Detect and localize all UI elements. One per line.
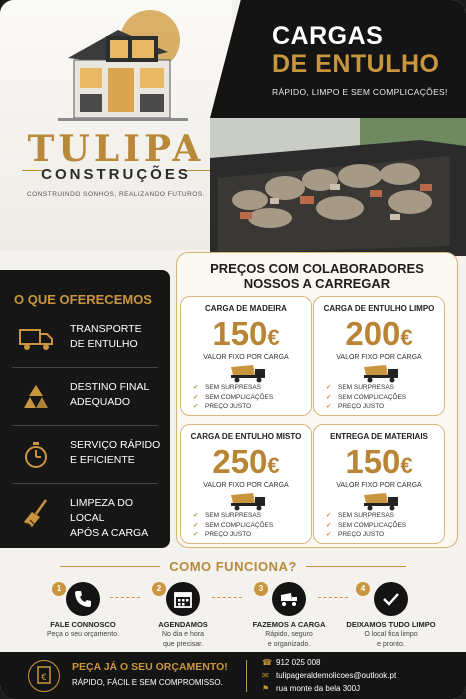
offers-title: O QUE OFERECEMOS bbox=[14, 292, 152, 307]
truck-icon bbox=[279, 589, 299, 609]
dump-truck-icon bbox=[225, 363, 269, 383]
step-icon-circle bbox=[374, 582, 408, 616]
svg-text:€: € bbox=[41, 673, 47, 683]
step-number: 2 bbox=[152, 582, 166, 596]
footer-cta-sub: RÁPIDO, FÁCIL E SEM COMPROMISSO. bbox=[72, 678, 223, 687]
step-schedule bbox=[128, 580, 238, 660]
price-heading-2: NOSSOS A CARREGAR bbox=[243, 276, 391, 291]
quote-icon bbox=[28, 660, 60, 692]
step-number: 4 bbox=[356, 582, 370, 596]
step-desc: Peça o seu orçamento. bbox=[47, 631, 119, 638]
step-desc: Rápido, seguro e organizado. bbox=[265, 631, 313, 648]
card-note: VALOR FIXO POR CARGA bbox=[203, 482, 289, 489]
footer-divider bbox=[246, 660, 247, 692]
step-desc: O local fica limpo e pronto. bbox=[364, 631, 418, 648]
contact-address: ⚑ rua monte da bela 300J bbox=[262, 684, 361, 693]
debris-container-photo bbox=[210, 118, 466, 256]
recycle-icon bbox=[18, 382, 54, 412]
card-price: 200€ bbox=[345, 315, 413, 352]
phone-icon: ☎ bbox=[262, 658, 272, 667]
hero-title-line2: DE ENTULHO bbox=[272, 50, 440, 78]
step-number: 1 bbox=[52, 582, 66, 596]
offer-destination bbox=[0, 370, 166, 430]
card-title: ENTREGA DE MATERIAIS bbox=[330, 432, 428, 441]
offer-divider bbox=[12, 367, 158, 368]
hero-title-line1: CARGAS bbox=[272, 22, 384, 50]
step-contact bbox=[28, 580, 138, 660]
card-features: ✔ SEM SURPRESAS ✔ SEM COMPLICAÇÕES ✔ PREÇO JUSTO bbox=[326, 383, 406, 412]
mail-icon: ✉ bbox=[262, 671, 269, 680]
stopwatch-icon bbox=[18, 440, 54, 470]
card-price: 250€ bbox=[212, 443, 280, 480]
offer-fast-service bbox=[0, 428, 166, 488]
step-clean bbox=[336, 580, 446, 660]
step-load bbox=[234, 580, 344, 660]
step-icon-circle bbox=[66, 582, 100, 616]
brand-tagline: CONSTRUINDO SONHOS, REALIZANDO FUTUROS. bbox=[26, 191, 206, 198]
card-features: ✔ SEM SURPRESAS ✔ SEM COMPLICAÇÕES ✔ PREÇO JUSTO bbox=[193, 511, 273, 540]
card-title: CARGA DE ENTULHO MISTO bbox=[190, 432, 302, 441]
step-number: 3 bbox=[254, 582, 268, 596]
check-icon bbox=[381, 589, 401, 609]
dump-truck-icon bbox=[358, 491, 402, 511]
footer-cta: PEÇA JÁ O SEU ORÇAMENTO! bbox=[72, 661, 228, 673]
location-pin-icon: ⚑ bbox=[262, 684, 270, 693]
step-icon-circle bbox=[166, 582, 200, 616]
card-note: VALOR FIXO POR CARGA bbox=[336, 354, 422, 361]
broom-icon bbox=[18, 498, 54, 528]
house-logo bbox=[48, 6, 198, 126]
offer-text: SERVIÇO RÁPIDO E EFICIENTE bbox=[70, 439, 161, 466]
dump-truck-icon bbox=[225, 491, 269, 511]
price-card-wood bbox=[180, 296, 312, 416]
calendar-icon bbox=[173, 589, 193, 609]
step-desc: No dia e hora que precisar. bbox=[161, 631, 205, 648]
brand-name: TULIPA bbox=[27, 128, 205, 170]
truck-icon bbox=[18, 324, 54, 354]
card-features: ✔ SEM SURPRESAS ✔ SEM COMPLICAÇÕES ✔ PREÇO JUSTO bbox=[193, 383, 273, 412]
price-card-materials bbox=[313, 424, 445, 544]
step-title: FAZEMOS A CARGA bbox=[252, 620, 326, 629]
phone-icon bbox=[73, 589, 93, 609]
contact-email[interactable]: ✉ tulipageraldemolicoes@outlook.pt bbox=[262, 671, 397, 680]
price-heading: PREÇOS COM COLABORADORES bbox=[210, 261, 424, 276]
step-title: AGENDAMOS bbox=[158, 620, 208, 629]
offer-transport bbox=[0, 312, 166, 372]
hero-subtitle: RÁPIDO, LIMPO E SEM COMPLICAÇÕES! bbox=[272, 87, 448, 97]
offer-cleaning bbox=[0, 486, 166, 546]
price-card-clean-debris bbox=[313, 296, 445, 416]
how-title: COMO FUNCIONA? bbox=[169, 559, 297, 574]
dump-truck-icon bbox=[358, 363, 402, 383]
card-title: CARGA DE MADEIRA bbox=[205, 304, 287, 313]
card-price: 150€ bbox=[345, 443, 413, 480]
card-features: ✔ SEM SURPRESAS ✔ SEM COMPLICAÇÕES ✔ PREÇO JUSTO bbox=[326, 511, 406, 540]
card-title: CARGA DE ENTULHO LIMPO bbox=[323, 304, 435, 313]
offer-text: TRANSPORTE DE ENTULHO bbox=[70, 323, 142, 350]
offer-text: LIMPEZA DO LOCAL APÓS A CARGA bbox=[70, 497, 149, 539]
card-note: VALOR FIXO POR CARGA bbox=[336, 482, 422, 489]
contact-phone[interactable]: ☎ 912 025 008 bbox=[262, 658, 321, 667]
step-icon-circle bbox=[272, 582, 306, 616]
brand-subtitle: CONSTRUÇÕES bbox=[41, 166, 191, 183]
step-title: FALE CONNOSCO bbox=[50, 620, 116, 629]
price-card-mixed-debris bbox=[180, 424, 312, 544]
step-title: DEIXAMOS TUDO LIMPO bbox=[346, 620, 436, 629]
card-price: 150€ bbox=[212, 315, 280, 352]
offer-divider bbox=[12, 425, 158, 426]
card-note: VALOR FIXO POR CARGA bbox=[203, 354, 289, 361]
offer-text: DESTINO FINAL ADEQUADO bbox=[70, 381, 150, 408]
offer-divider bbox=[12, 483, 158, 484]
